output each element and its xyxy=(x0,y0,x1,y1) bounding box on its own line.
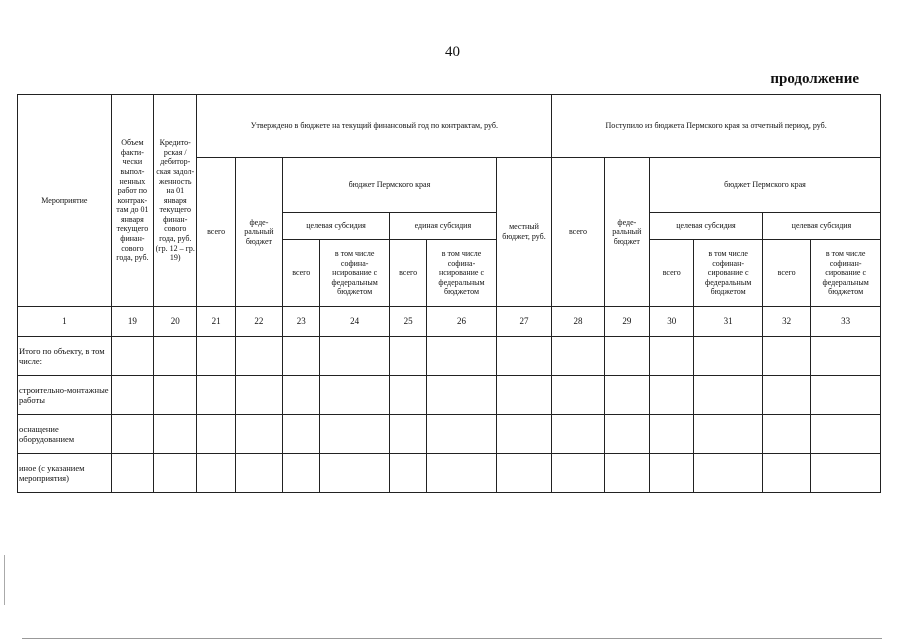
table-cell xyxy=(283,337,320,376)
column-number: 22 xyxy=(235,307,282,337)
column-number: 20 xyxy=(154,307,197,337)
header-received-group: Поступило из бюджета Пермского края за отчетный период, руб. xyxy=(552,95,881,158)
header-approved-single-subsidy: единая субсидия xyxy=(389,213,496,240)
table-cell xyxy=(496,415,551,454)
table-cell xyxy=(427,415,497,454)
table-row xyxy=(18,337,881,376)
table-cell xyxy=(235,454,282,493)
table-cell xyxy=(320,337,390,376)
column-number: 25 xyxy=(389,307,426,337)
table-cell xyxy=(283,454,320,493)
column-number: 21 xyxy=(197,307,235,337)
table-cell xyxy=(320,415,390,454)
table-cell xyxy=(427,376,497,415)
table-cell xyxy=(427,454,497,493)
row-label: иное (с указанием мероприятия) xyxy=(18,454,112,493)
table-cell xyxy=(694,415,763,454)
column-number: 29 xyxy=(604,307,649,337)
column-number: 28 xyxy=(552,307,604,337)
table-cell xyxy=(811,337,881,376)
table-row xyxy=(18,454,881,493)
table-cell xyxy=(389,376,426,415)
table-cell xyxy=(552,337,604,376)
column-number: 30 xyxy=(650,307,694,337)
header-col26-cofin: в том числе софина-нсирование с федеральным бюджетом xyxy=(427,240,497,307)
page-number: 40 xyxy=(445,44,460,60)
table-cell xyxy=(197,337,235,376)
header-col30-total: всего xyxy=(650,240,694,307)
column-number-row xyxy=(18,307,881,337)
table-cell xyxy=(694,337,763,376)
table-cell xyxy=(604,376,649,415)
header-received-federal: феде-ральный бюджет xyxy=(604,158,649,307)
table-cell xyxy=(604,454,649,493)
table-cell xyxy=(762,415,810,454)
table-cell xyxy=(427,337,497,376)
header-col20: Кредито-рская / дебитор-ская задол-женность на 01 января текущего финан-сового года, руб. (гр. 12 – гр. 19) xyxy=(154,95,197,307)
table-cell xyxy=(811,415,881,454)
table-cell xyxy=(762,454,810,493)
table-cell xyxy=(235,415,282,454)
column-number: 33 xyxy=(811,307,881,337)
table-cell xyxy=(197,415,235,454)
header-col32-total: всего xyxy=(762,240,810,307)
table-row xyxy=(18,415,881,454)
header-approved-perm: бюджет Пермского края xyxy=(283,158,497,213)
column-number: 31 xyxy=(694,307,763,337)
table-cell xyxy=(154,454,197,493)
table-cell xyxy=(694,376,763,415)
table-cell xyxy=(552,454,604,493)
header-received-target-subsidy-1: целевая субсидия xyxy=(650,213,763,240)
table-cell xyxy=(283,376,320,415)
table-cell xyxy=(496,454,551,493)
table-cell xyxy=(552,415,604,454)
table-cell xyxy=(604,337,649,376)
scan-bottom-line xyxy=(22,638,882,639)
header-approved-group: Утверждено в бюджете на текущий финансовый год по контрактам, руб. xyxy=(197,95,552,158)
row-label: строительно-монтажные работы xyxy=(18,376,112,415)
table-cell xyxy=(650,454,694,493)
table-cell xyxy=(811,376,881,415)
header-col23-total: всего xyxy=(283,240,320,307)
column-number: 27 xyxy=(496,307,551,337)
row-label: оснащение оборудованием xyxy=(18,415,112,454)
header-approved-target-subsidy: целевая субсидия xyxy=(283,213,390,240)
column-number: 26 xyxy=(427,307,497,337)
header-col19: Объем факти-чески выпол-ненных работ по контрак-там до 01 января текущего финан-сового года, руб. xyxy=(111,95,153,307)
continuation-label: продолжение xyxy=(770,71,859,87)
table-cell xyxy=(694,454,763,493)
header-col33-cofin: в том числе софинан-сирование с федеральным бюджетом xyxy=(811,240,881,307)
table-cell xyxy=(111,337,153,376)
column-number: 19 xyxy=(111,307,153,337)
table-cell xyxy=(604,415,649,454)
header-approved-federal: феде-ральный бюджет xyxy=(235,158,282,307)
header-col25-total: всего xyxy=(389,240,426,307)
table-cell xyxy=(811,454,881,493)
column-number: 32 xyxy=(762,307,810,337)
table-cell xyxy=(552,376,604,415)
row-label: Итого по объекту, в том числе: xyxy=(18,337,112,376)
column-number: 23 xyxy=(283,307,320,337)
table-cell xyxy=(389,454,426,493)
table-cell xyxy=(496,376,551,415)
table-cell xyxy=(154,337,197,376)
header-approved-total: всего xyxy=(197,158,235,307)
header-received-perm: бюджет Пермского края xyxy=(650,158,881,213)
header-local-budget: местный бюджет, руб. xyxy=(496,158,551,307)
table-cell xyxy=(762,376,810,415)
header-col24-cofin: в том числе софина-нсирование с федеральным бюджетом xyxy=(320,240,390,307)
header-received-target-subsidy-2: целевая субсидия xyxy=(762,213,880,240)
table-cell xyxy=(650,337,694,376)
table-cell xyxy=(154,415,197,454)
table-cell xyxy=(389,337,426,376)
table-cell xyxy=(496,337,551,376)
table-cell xyxy=(320,376,390,415)
budget-table xyxy=(17,94,881,493)
table-cell xyxy=(650,415,694,454)
table-cell xyxy=(111,415,153,454)
table-cell xyxy=(650,376,694,415)
table-cell xyxy=(762,337,810,376)
column-number: 24 xyxy=(320,307,390,337)
header-received-total: всего xyxy=(552,158,604,307)
header-event: Мероприятие xyxy=(18,95,112,307)
table-cell xyxy=(235,376,282,415)
table-cell xyxy=(111,454,153,493)
table-cell xyxy=(154,376,197,415)
table-cell xyxy=(197,376,235,415)
table-cell xyxy=(111,376,153,415)
scan-edge-mark xyxy=(4,555,5,605)
table-cell xyxy=(235,337,282,376)
header-col31-cofin: в том числе софинан-сирование с федеральным бюджетом xyxy=(694,240,763,307)
table-cell xyxy=(389,415,426,454)
table-row xyxy=(18,376,881,415)
table-cell xyxy=(197,454,235,493)
column-number: 1 xyxy=(18,307,112,337)
table-cell xyxy=(283,415,320,454)
table-cell xyxy=(320,454,390,493)
